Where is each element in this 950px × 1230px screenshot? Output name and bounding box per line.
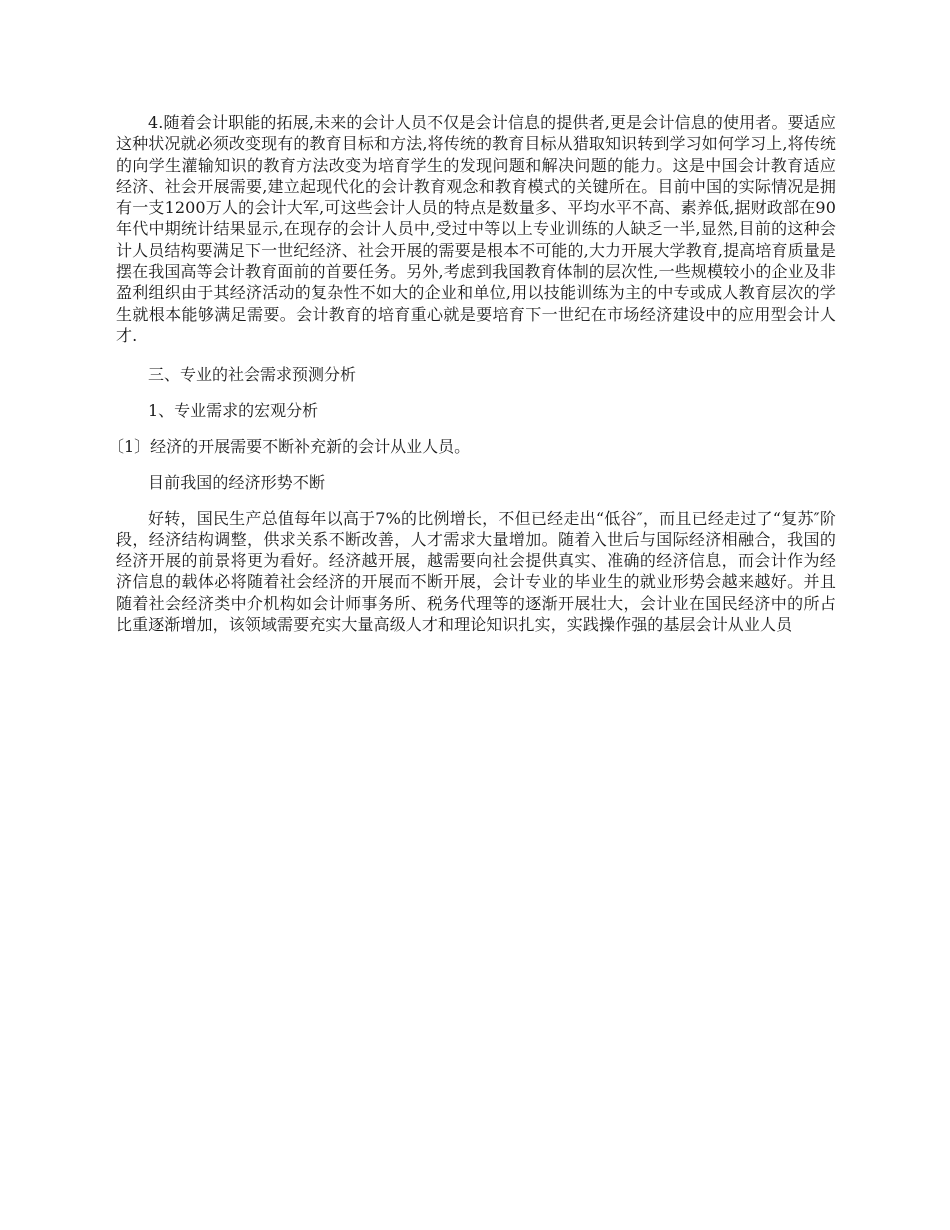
paragraph-economic-situation-intro: 目前我国的经济形势不断: [148, 473, 326, 493]
paragraph-economic-situation-body: 好转，国民生产总值每年以高于7%的比例增长，不但已经走出“低谷″，而且已经走过了“复苏″阶段，经济结构调整，供求关系不断改善，人才需求大量增加。随着入世后与国际经济相融合，我国的经济开展的前景将更为看好。经济越开展，越需要向社会提供真实、准确的经济信息，而会计作为经济信息的载体必将随着社会经济的开展而不断开展，会计专业的毕业生的就业形势会越来越好。并且随着社会经济类中介机构如会计师事务所、税务代理等的逐渐开展壮大，会计业在国民经济中的所占比重逐渐增加，该领域需要充实大量高级人才和理论知识扎实，实践操作强的基层会计从业人员: [116, 508, 836, 635]
subsection-heading-macro-analysis: 1、专业需求的宏观分析: [148, 401, 319, 421]
section-heading-demand-forecast: 三、专业的社会需求预测分析: [148, 365, 357, 385]
paragraph-accounting-education: 4.随着会计职能的拓展,未来的会计人员不仅是会计信息的提供者,更是会计信息的使用者。要适应这种状况就必须改变现有的教育目标和方法,将传统的教育目标从猎取知识转到学习如何学习上,将传统的向学生灌输知识的教育方法改变为培育学生的发现问题和解决问题的能力。这是中国会计教育适应经济、社会开展需要,建立起现代化的会计教育观念和教育模式的关键所在。目前中国的实际情况是拥有一支1200万人的会计大军,可这些会计人员的特点是数量多、平均水平不高、素养低,据财政部在90年代中期统计结果显示,在现存的会计人员中,受过中等以上专业训练的人缺乏一半,显然,目前的这种会计人员结构要满足下一世纪经济、社会开展的需要是根本不可能的,大力开展大学教育,提高培育质量是摆在我国高等会计教育面前的首要任务。另外,考虑到我国教育体制的层次性,一些规模较小的企业及非盈利组织由于其经济活动的复杂性不如大的企业和单位,用以技能训练为主的中专或成人教育层次的学生就根本能够满足需要。会计教育的培育重心就是要培育下一世纪在市场经济建设中的应用型会计人才.: [116, 113, 836, 345]
item-heading-economic-development: 〔1〕经济的开展需要不断补充新的会计从业人员。: [108, 437, 471, 457]
document-page: [108, 112, 836, 635]
